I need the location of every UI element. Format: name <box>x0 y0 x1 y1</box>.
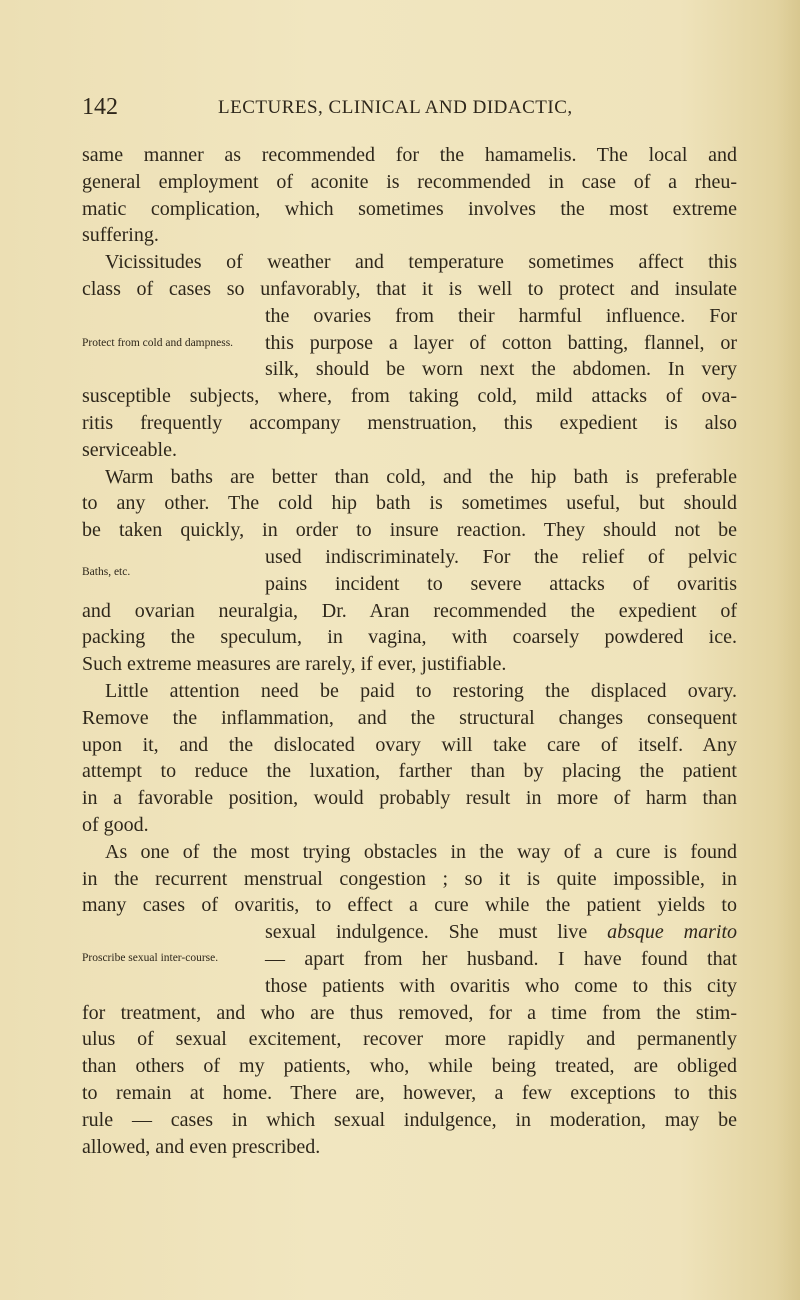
text-line-content: Such extreme measures are rarely, if ever, justifiable. <box>82 653 507 676</box>
text-line <box>82 1107 737 1134</box>
text-line <box>82 839 737 866</box>
text-line-content: suffering. <box>82 224 159 247</box>
margin-note-protect: Protect from cold and dampness. <box>82 337 234 349</box>
text-line-content: ritis frequently accompany menstruation, this expedient is also <box>82 412 737 434</box>
text-line-content: those patients with ovaritis who come to this city <box>265 974 737 997</box>
text-line-content: Remove the inflammation, and the structural changes consequent <box>82 706 737 729</box>
margin-note-proscribe: Proscribe sexual inter-course. <box>82 952 219 964</box>
text-line-content: class of cases so unfavorably, that it is well to protect and insulate <box>82 278 737 300</box>
text-line <box>82 464 737 491</box>
text-line-content: silk, should be worn next the abdomen. In very <box>265 358 737 381</box>
text-line <box>82 196 737 223</box>
text-line-content: this purpose a layer of cotton batting, flannel, or <box>265 331 737 354</box>
text-line-content: matic complication, which sometimes involves the most extreme <box>82 197 737 220</box>
text-line-content: used indiscriminately. For the relief of pelvic <box>265 546 737 568</box>
text-line <box>82 1080 737 1107</box>
text-line <box>82 732 737 759</box>
running-title: LECTURES, CLINICAL AND DIDACTIC, <box>218 97 573 118</box>
text-line <box>265 356 737 383</box>
text-line <box>82 410 737 437</box>
text-line-content: pains incident to severe attacks of ovaritis <box>265 572 737 595</box>
text-line <box>82 169 737 196</box>
text-line <box>265 303 737 330</box>
text-line <box>82 383 737 410</box>
text-line <box>265 330 737 357</box>
text-line <box>82 1026 737 1053</box>
text-line <box>265 946 737 973</box>
italic-phrase: absque marito <box>607 921 738 944</box>
text-line-content: Vicissitudes of weather and temperature sometimes affect this <box>105 251 737 274</box>
text-line-content: and ovarian neuralgia, Dr. Aran recommended the expedient of <box>82 599 737 622</box>
text-line-content: — apart from her husband. I have found that <box>265 948 737 970</box>
text-line <box>82 142 737 169</box>
text-line-content: Warm baths are better than cold, and the hip bath is preferable <box>105 465 737 488</box>
text-line-content: attempt to reduce the luxation, farther than by placing the patient <box>82 760 737 783</box>
text-line <box>82 624 737 651</box>
text-line <box>82 892 737 919</box>
text-line <box>82 651 737 678</box>
text-line-content: Little attention need be paid to restoring the displaced ovary. <box>105 680 737 702</box>
text-line-content: the ovaries from their harmful influence. For <box>265 304 737 327</box>
text-line-content: susceptible subjects, where, from taking cold, mild attacks of ova- <box>82 385 737 408</box>
text-line-content: upon it, and the dislocated ovary will take care of itself. Any <box>82 733 737 756</box>
text-line <box>82 1000 737 1027</box>
text-line-content: general employment of aconite is recommended in case of a rheu- <box>82 170 737 193</box>
text-line-content: allowed, and even prescribed. <box>82 1135 321 1158</box>
text-line-content: sexual indulgence. She must live <box>265 921 588 944</box>
text-line <box>265 571 737 598</box>
text-line-content: for treatment, and who are thus removed, for a time from the stim- <box>82 1001 737 1024</box>
text-line-content: same manner as recommended for the hamamelis. The local and <box>82 144 737 166</box>
text-line-content: serviceable. <box>82 438 177 461</box>
text-line <box>82 598 737 625</box>
text-line-content: packing the speculum, in vagina, with coarsely powdered ice. <box>82 626 737 649</box>
text-line-content: than others of my patients, who, while being treated, are obliged <box>82 1055 737 1078</box>
text-line <box>82 758 737 785</box>
text-line <box>82 1053 737 1080</box>
text-line <box>265 973 737 1000</box>
text-line <box>82 866 737 893</box>
text-line-content: of good. <box>82 814 149 836</box>
text-line <box>82 812 737 839</box>
text-line-content: As one of the most trying obstacles in the way of a cure is found <box>105 840 737 863</box>
text-line <box>82 517 737 544</box>
text-line-content: to remain at home. There are, however, a few exceptions to this <box>82 1082 737 1104</box>
text-line-content: in the recurrent menstrual congestion ; so it is quite impossible, in <box>82 867 737 890</box>
text-line-content: to any other. The cold hip bath is sometimes useful, but should <box>82 492 737 515</box>
text-line <box>82 249 737 276</box>
text-line <box>82 678 737 705</box>
page-number: 142 <box>82 94 118 120</box>
text-line <box>265 544 737 571</box>
text-line <box>82 437 737 464</box>
margin-note-baths: Baths, etc. <box>82 566 131 578</box>
text-line-content: be taken quickly, in order to insure reaction. They should not be <box>82 519 737 542</box>
text-line <box>82 276 737 303</box>
text-line <box>82 222 737 249</box>
text-line <box>265 919 737 946</box>
text-line <box>82 705 737 732</box>
text-line-content: in a favorable position, would probably result in more of harm than <box>82 787 737 810</box>
text-line-content: ulus of sexual excitement, recover more rapidly and permanently <box>82 1028 737 1051</box>
text-line <box>82 490 737 517</box>
text-line <box>82 1134 737 1161</box>
text-line <box>82 785 737 812</box>
text-line-content: rule — cases in which sexual indulgence, in moderation, may be <box>82 1108 737 1131</box>
text-line-content: many cases of ovaritis, to effect a cure while the patient yields to <box>82 894 737 917</box>
